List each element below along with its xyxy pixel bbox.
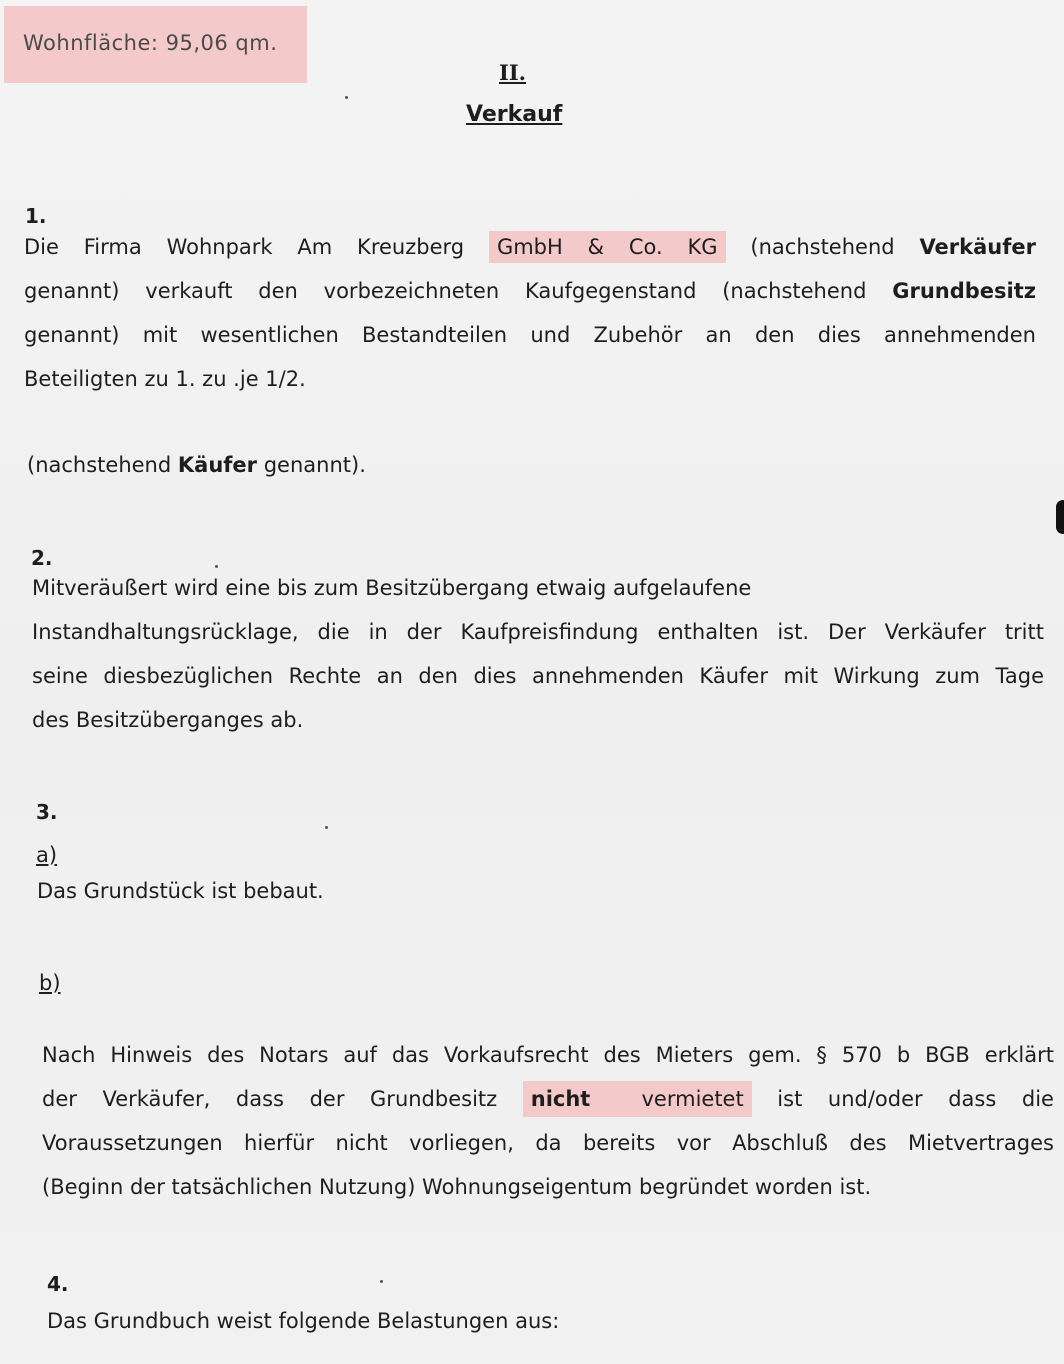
paragraph-3-number: 3. (36, 800, 58, 824)
seller-name-text: Die Firma Wohnpark Am Kreuzberg (24, 235, 465, 259)
paragraph-1 (24, 225, 1036, 401)
paragraph-4-number: 4. (47, 1272, 69, 1296)
paragraph-2-number: 2. (31, 546, 53, 570)
paragraph-2-line-3: seine diesbezüglichen Rechte an den dies annehmenden Käufer mit Wirkung zum Tage (32, 664, 1044, 688)
paragraph-2-line-1: Mitveräußert wird eine bis zum Besitzübergang etwaig aufgelaufene (32, 576, 752, 600)
paragraph-1-buyer-line (27, 443, 366, 487)
rented-term: vermietet (641, 1087, 744, 1111)
paragraph-4-text: Das Grundbuch weist folgende Belastungen aus: (47, 1309, 560, 1333)
paragraph-1-line-4: Beteiligten zu 1. zu .je 1/2. (24, 367, 306, 391)
section-number: II. (499, 60, 526, 85)
scan-speck (215, 565, 218, 568)
living-area-note: Wohnfläche: 95,06 qm. (4, 6, 307, 83)
subsection-b-line-2 (42, 1077, 1054, 1121)
text-segment: (nachstehend (27, 453, 172, 477)
subsection-b-line-3: Voraussetzungen hierfür nicht vorliegen, da bereits vor Abschluß des Mietvertrages (42, 1131, 1054, 1155)
property-term: Grundbesitz (892, 279, 1036, 303)
company-form-highlight: GmbH & Co. KG (489, 231, 726, 263)
subsection-b-text (42, 1033, 1054, 1209)
scan-speck (380, 1280, 383, 1283)
not-term: nicht (530, 1087, 591, 1111)
paragraph-1-line-2 (24, 269, 1036, 313)
text-segment: (nachstehend (750, 235, 895, 259)
subsection-a-label: a) (36, 843, 58, 867)
seller-term: Verkäufer (919, 235, 1036, 259)
text-segment: genannt) verkauft den vorbezeichneten Kaufgegenstand (nachstehend (24, 279, 867, 303)
scan-edge-mark (1056, 500, 1064, 534)
subsection-a-text: Das Grundstück ist bebaut. (37, 879, 324, 903)
paragraph-2-line-2: Instandhaltungsrücklage, die in der Kaufpreisfindung enthalten ist. Der Verkäufer tritt (32, 620, 1044, 644)
paragraph-2 (32, 566, 1044, 742)
subsection-b-label: b) (39, 971, 61, 995)
subsection-b-line-4: (Beginn der tatsächlichen Nutzung) Wohnungseigentum begründet worden ist. (42, 1175, 872, 1199)
text-segment: genannt). (263, 453, 366, 477)
paragraph-1-line-3: genannt) mit wesentlichen Bestandteilen und Zubehör an den dies annehmenden (24, 323, 1036, 347)
scan-speck (325, 826, 328, 829)
paragraph-1-number: 1. (25, 204, 47, 228)
scan-speck (345, 96, 348, 99)
paragraph-2-line-4: des Besitzüberganges ab. (32, 708, 304, 732)
text-segment: der Verkäufer, dass der Grundbesitz (42, 1087, 498, 1111)
text-segment: ist und/oder dass die (777, 1087, 1054, 1111)
section-title: Verkauf (466, 102, 563, 127)
not-rented-highlight (523, 1081, 752, 1117)
subsection-b-line-1: Nach Hinweis des Notars auf das Vorkaufsrecht des Mieters gem. § 570 b BGB erklärt (42, 1043, 1054, 1067)
buyer-term: Käufer (177, 453, 258, 477)
paragraph-1-line-1 (24, 225, 1036, 269)
